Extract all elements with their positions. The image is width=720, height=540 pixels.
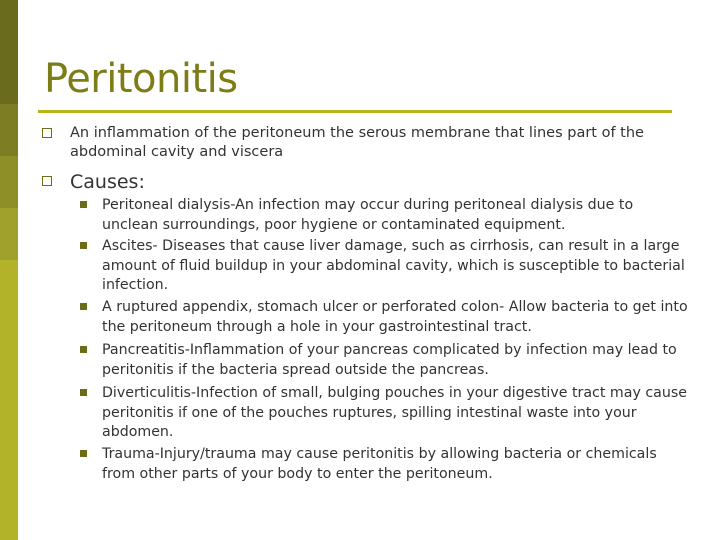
filled-square-bullet-icon [80, 303, 87, 310]
slide-title: Peritonitis [44, 56, 238, 102]
cause-item [80, 298, 690, 337]
bullet-text: Causes: [70, 171, 145, 193]
title-underline [38, 110, 672, 113]
sidebar-segment [0, 104, 18, 156]
cause-item [80, 196, 690, 235]
cause-text: Ascites- Diseases that cause liver damage, such as cirrhosis, can result in a large amount of fluid buildup in your abdominal cavity, which is susceptible to bacterial infection. [102, 238, 685, 294]
sidebar-segment [0, 208, 18, 260]
cause-text: Pancreatitis-Inflammation of your pancreas complicated by infection may lead to peritonitis if the bacteria spread outside the pancreas. [102, 342, 677, 378]
bullet-text: An inflammation of the peritoneum the serous membrane that lines part of the abdominal cavity and viscera [70, 125, 644, 160]
filled-square-bullet-icon [80, 450, 87, 457]
cause-text: Diverticulitis-Infection of small, bulging pouches in your digestive tract may cause peritonitis if one of the pouches ruptures, spilling intestinal waste into your abdomen. [102, 385, 687, 441]
bullet-item-causes [42, 170, 692, 194]
filled-square-bullet-icon [80, 389, 87, 396]
cause-text: Peritoneal dialysis-An infection may occur during peritoneal dialysis due to unclean surroundings, poor hygiene or contaminated equipment. [102, 197, 634, 233]
sidebar-segment [0, 260, 18, 540]
cause-item [80, 384, 690, 443]
filled-square-bullet-icon [80, 242, 87, 249]
sidebar-decoration [0, 0, 18, 540]
cause-item [80, 341, 690, 380]
sidebar-segment [0, 0, 18, 104]
filled-square-bullet-icon [80, 346, 87, 353]
filled-square-bullet-icon [80, 201, 87, 208]
square-bullet-icon [42, 128, 52, 138]
sidebar-segment [0, 156, 18, 208]
cause-item [80, 445, 690, 484]
square-bullet-icon [42, 176, 52, 186]
cause-text: Trauma-Injury/trauma may cause peritonitis by allowing bacteria or chemicals from other parts of your body to enter the peritoneum. [102, 446, 657, 482]
cause-text: A ruptured appendix, stomach ulcer or perforated colon- Allow bacteria to get into the peritoneum through a hole in your gastrointestinal tract. [102, 299, 688, 335]
cause-item [80, 237, 690, 296]
bullet-item-definition [42, 124, 692, 162]
